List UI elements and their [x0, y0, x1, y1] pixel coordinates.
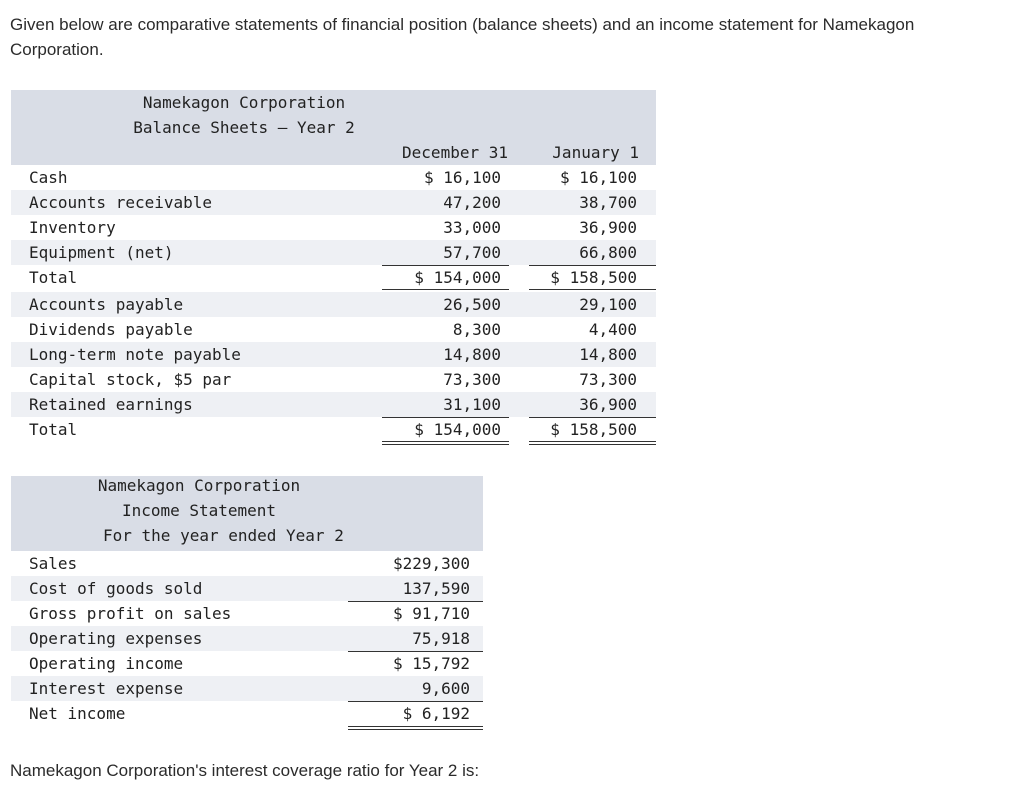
row-value-dec: 73,300 — [443, 370, 501, 389]
table-row — [11, 601, 483, 626]
row-label: Cost of goods sold — [29, 579, 203, 598]
row-value-dec: 31,100 — [443, 395, 501, 414]
row-value-jan: 36,900 — [579, 395, 637, 414]
row-label: Gross profit on sales — [29, 604, 232, 623]
table-row — [11, 215, 656, 240]
row-value-dec: 8,300 — [452, 320, 501, 339]
question-text: Namekagon Corporation's interest coverage ratio for Year 2 is: — [10, 761, 480, 780]
row-label: Total — [29, 268, 78, 287]
row-label: Dividends payable — [29, 320, 193, 339]
table-row — [11, 165, 656, 190]
row-value-dec: 14,800 — [443, 345, 501, 364]
income-statement-title: Namekagon Corporation — [97, 476, 301, 495]
income-statement-header — [11, 476, 483, 551]
row-label: Inventory — [29, 218, 116, 237]
table-row — [11, 651, 483, 676]
income-statement-period: For the year ended Year 2 — [103, 526, 344, 545]
table-row — [11, 676, 483, 701]
table-row — [11, 551, 483, 576]
row-value: $ 15,792 — [392, 654, 470, 673]
row-label: Interest expense — [29, 679, 184, 698]
row-value-jan: 38,700 — [579, 193, 637, 212]
table-row — [11, 367, 656, 392]
table-row — [11, 626, 483, 651]
table-row-total — [11, 701, 483, 728]
row-value-jan: 36,900 — [579, 218, 637, 237]
row-value: $ 91,710 — [392, 604, 470, 623]
table-row — [11, 190, 656, 215]
table-row — [11, 240, 656, 265]
row-value-dec: 57,700 — [443, 243, 501, 262]
row-value-jan: 14,800 — [579, 345, 637, 364]
row-label: Long-term note payable — [29, 345, 241, 364]
row-label: Net income — [29, 704, 126, 723]
row-value-dec: 33,000 — [443, 218, 501, 237]
row-value-jan: $ 158,500 — [550, 268, 637, 287]
row-value-dec: $ 154,000 — [414, 268, 501, 287]
row-value-dec: $ 154,000 — [414, 420, 501, 439]
row-label: Operating expenses — [29, 629, 203, 648]
table-row-total — [11, 265, 656, 292]
intro-text: Given below are comparative statements of financial position (balance sheets) and an income statement for Namekagon Corporation. — [10, 15, 915, 59]
row-value-jan: 4,400 — [588, 320, 637, 339]
row-value: $ 6,192 — [402, 704, 470, 723]
row-label: Retained earnings — [29, 395, 193, 414]
row-value: 9,600 — [421, 679, 470, 698]
row-value: 75,918 — [412, 629, 470, 648]
column-header-december: December 31 — [402, 143, 508, 162]
balance-sheet-title: Namekagon Corporation — [142, 93, 346, 112]
row-value-dec: $ 16,100 — [423, 168, 501, 187]
table-row-total — [11, 417, 656, 444]
balance-sheet-table — [11, 90, 656, 444]
row-value-jan: $ 16,100 — [559, 168, 637, 187]
income-statement-subtitle: Income Statement — [121, 501, 277, 520]
row-label: Operating income — [29, 654, 184, 673]
row-label: Cash — [29, 168, 68, 187]
double-underline — [348, 726, 483, 730]
table-row — [11, 392, 656, 417]
row-value-jan: 29,100 — [579, 295, 637, 314]
row-value-jan: $ 158,500 — [550, 420, 637, 439]
row-label: Sales — [29, 554, 78, 573]
double-underline — [529, 441, 656, 445]
row-value: 137,590 — [402, 579, 470, 598]
row-label: Accounts receivable — [29, 193, 213, 212]
row-label: Capital stock, $5 par — [29, 370, 232, 389]
row-value: $229,300 — [392, 554, 470, 573]
double-underline — [382, 441, 509, 445]
column-header-january: January 1 — [552, 143, 639, 162]
row-label: Accounts payable — [29, 295, 184, 314]
row-label: Total — [29, 420, 78, 439]
income-statement-table — [11, 476, 483, 728]
row-value-dec: 47,200 — [443, 193, 501, 212]
table-row — [11, 576, 483, 601]
row-value-jan: 73,300 — [579, 370, 637, 389]
table-row — [11, 292, 656, 317]
table-row — [11, 342, 656, 367]
balance-sheet-subtitle: Balance Sheets — Year 2 — [133, 118, 355, 137]
table-row — [11, 317, 656, 342]
row-value-jan: 66,800 — [579, 243, 637, 262]
row-value-dec: 26,500 — [443, 295, 501, 314]
row-label: Equipment (net) — [29, 243, 174, 262]
balance-sheet-header — [11, 90, 656, 165]
